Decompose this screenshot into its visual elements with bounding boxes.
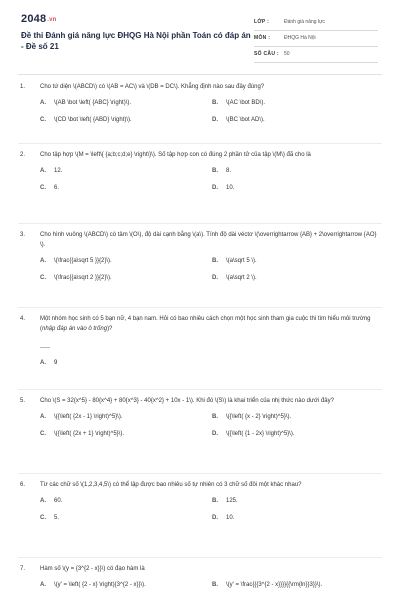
question-4 (0, 308, 400, 390)
question-stem (20, 564, 380, 574)
option-d[interactable] (212, 115, 384, 132)
option-a[interactable] (40, 580, 212, 597)
meta-key: MÔN : (254, 35, 271, 41)
option-grid (20, 496, 380, 530)
option-c[interactable] (40, 183, 212, 200)
option-c[interactable] (40, 115, 212, 132)
option-b[interactable] (212, 98, 384, 115)
option-b[interactable] (212, 496, 384, 513)
document-title: Đề thi Đánh giá năng lực ĐHQG Hà Nội phần Toán có đáp án - Đề số 21 (21, 31, 251, 51)
question-number: 5. (20, 398, 26, 404)
option-b[interactable] (212, 166, 384, 183)
option-text: \({\left( {x - 2} \right)^5}\). (226, 414, 292, 420)
answer-blank[interactable]: ___ (40, 342, 51, 348)
option-text: \(\frac{{a\sqrt 5 }}{2}\). (54, 258, 112, 264)
question-number: 4. (20, 316, 26, 322)
option-grid (20, 256, 380, 290)
logo-text: 2048 (21, 13, 47, 25)
option-label: D. (212, 431, 218, 437)
answer-option[interactable] (20, 358, 380, 376)
question-stem (20, 396, 380, 406)
option-text: \({\left( {1 - 2x} \right)^5}\). (226, 431, 295, 437)
question-list (0, 76, 400, 598)
option-grid (20, 166, 380, 200)
question-stem (20, 82, 380, 92)
document-header (0, 0, 400, 68)
question-text-main: Một nhóm học sinh có 5 bạn nữ, 4 bạn nam. Hỏi có bao nhiêu cách chọn một học sinh tham gia cuộc thi tìm hiểu môi trường ( (40, 316, 371, 332)
option-label: D. (212, 185, 218, 191)
option-label: A. (40, 258, 46, 264)
option-d[interactable] (212, 183, 384, 200)
option-label: A. (40, 100, 46, 106)
option-grid (20, 412, 380, 446)
question-stem (20, 230, 380, 250)
option-text: 125. (226, 498, 238, 504)
option-text: 60. (54, 498, 63, 504)
option-label: C. (40, 515, 46, 521)
option-text: \(a\sqrt 5 \). (226, 258, 257, 264)
header-divider (18, 74, 382, 75)
option-label: D. (212, 275, 218, 281)
option-text: \(BC \bot AD\). (226, 117, 265, 123)
question-text: Cho tập hợp \(M = \left\{ {a;b;c;d;e} \right\}\). Số tập hợp con có đúng 2 phần tử của tập \(M\) đã cho là (40, 152, 311, 158)
meta-key: SỐ CÂU : (254, 51, 279, 57)
option-label: D. (212, 117, 218, 123)
option-label: B. (212, 100, 218, 106)
meta-value: 50 (284, 51, 290, 57)
question-text: Hàm số \(y = {3^{2 - x}}\) có đạo hàm là (40, 566, 145, 572)
option-label: B. (212, 498, 218, 504)
option-text: \(y' = \frac{{{3^{2 - x}}}}{{\rm{ln}}3}}\). (226, 582, 323, 588)
option-label: C. (40, 431, 46, 437)
option-label: C. (40, 275, 46, 281)
option-text: \(CD \bot \left( {ABD} \right)\). (54, 117, 132, 123)
option-text: 9 (54, 360, 58, 366)
logo-suffix: .vn (47, 17, 57, 23)
option-b[interactable] (212, 580, 384, 597)
question-3 (0, 224, 400, 308)
question-number: 1. (20, 84, 26, 90)
question-6 (0, 474, 400, 558)
option-a[interactable] (40, 256, 212, 273)
option-c[interactable] (40, 273, 212, 290)
option-text: \(a\sqrt 2 \). (226, 275, 257, 281)
option-text: \({\left( {2x + 1} \right)^5}\). (54, 431, 125, 437)
meta-value: Đánh giá năng lực (284, 19, 325, 25)
option-label: B. (212, 414, 218, 420)
meta-key: LỚP : (254, 19, 270, 25)
question-5 (0, 390, 400, 474)
site-logo[interactable] (21, 13, 57, 25)
question-text-hint: nhập đáp án vào ô trống (42, 326, 108, 332)
meta-row-subject (254, 31, 378, 47)
option-label: B. (212, 168, 218, 174)
question-text (40, 314, 380, 334)
question-text: Cho \(S = 32{x^5} - 80{x^4} + 80{x^3} - 40{x^2} + 10x - 1\). Khi đó \(S\) là khai triển của nhị thức nào dưới đây? (40, 398, 334, 404)
meta-value: ĐHQG Hà Nội (284, 35, 316, 41)
question-number: 3. (20, 232, 26, 238)
option-text: 5. (54, 515, 60, 521)
option-label: A. (40, 582, 46, 588)
option-label: C. (40, 117, 46, 123)
question-stem (20, 314, 380, 334)
option-text: 8. (226, 168, 232, 174)
question-number: 2. (20, 152, 26, 158)
option-label: A. (40, 360, 46, 366)
question-number: 7. (20, 566, 26, 572)
option-label: B. (212, 582, 218, 588)
option-d[interactable] (212, 429, 384, 446)
option-a[interactable] (40, 98, 212, 115)
option-a[interactable] (40, 166, 212, 183)
question-stem (20, 480, 380, 490)
meta-row-class (254, 15, 378, 31)
question-number: 6. (20, 482, 26, 488)
option-text: 12. (54, 168, 63, 174)
option-label: C. (40, 185, 46, 191)
question-1 (0, 76, 400, 144)
meta-row-count (254, 47, 378, 63)
question-text: Cho hình vuông \(ABCD\) có tâm \(O\), độ dài cạnh bằng \(a\). Tính độ dài véctơ \(\overrightarrow {AB} + 2\overrightarrow {AO} \). (40, 232, 377, 248)
option-label: A. (40, 414, 46, 420)
option-d[interactable] (212, 513, 384, 530)
option-grid (20, 580, 380, 597)
option-text: \({\left( {2x - 1} \right)^5}\). (54, 414, 123, 420)
option-text: \(AC \bot BD\). (226, 100, 266, 106)
document-meta (254, 15, 378, 63)
question-text-end: )? (107, 326, 113, 332)
option-a[interactable] (40, 496, 212, 513)
option-text: 10. (226, 185, 235, 191)
option-d[interactable] (212, 273, 384, 290)
option-text: 6. (54, 185, 60, 191)
option-c[interactable] (40, 429, 212, 446)
question-text: Từ các chữ số \(1,2,3,4,5\) có thể lập được bao nhiêu số tự nhiên có 3 chữ số đôi một khác nhau? (40, 482, 302, 488)
question-7 (0, 558, 400, 598)
option-text: \(AB \bot \left( {ABC} \right)\). (54, 100, 132, 106)
option-label: A. (40, 498, 46, 504)
option-b[interactable] (212, 412, 384, 429)
option-text: \(y' = \left( {2 - x} \right){3^{2 - x}}\). (54, 582, 146, 588)
option-c[interactable] (40, 513, 212, 530)
question-text: Cho tứ diện \(ABCD\) có \(AB = AC\) và \(DB = DC\). Khẳng định nào sau đây đúng? (40, 84, 265, 90)
option-label: A. (40, 168, 46, 174)
option-label: B. (212, 258, 218, 264)
option-a[interactable] (40, 412, 212, 429)
option-grid (20, 98, 380, 132)
option-text: \(\frac{{a\sqrt 2 }}{2}\). (54, 275, 112, 281)
question-2 (0, 144, 400, 224)
option-label: D. (212, 515, 218, 521)
option-text: 10. (226, 515, 235, 521)
question-stem (20, 150, 380, 160)
option-b[interactable] (212, 256, 384, 273)
